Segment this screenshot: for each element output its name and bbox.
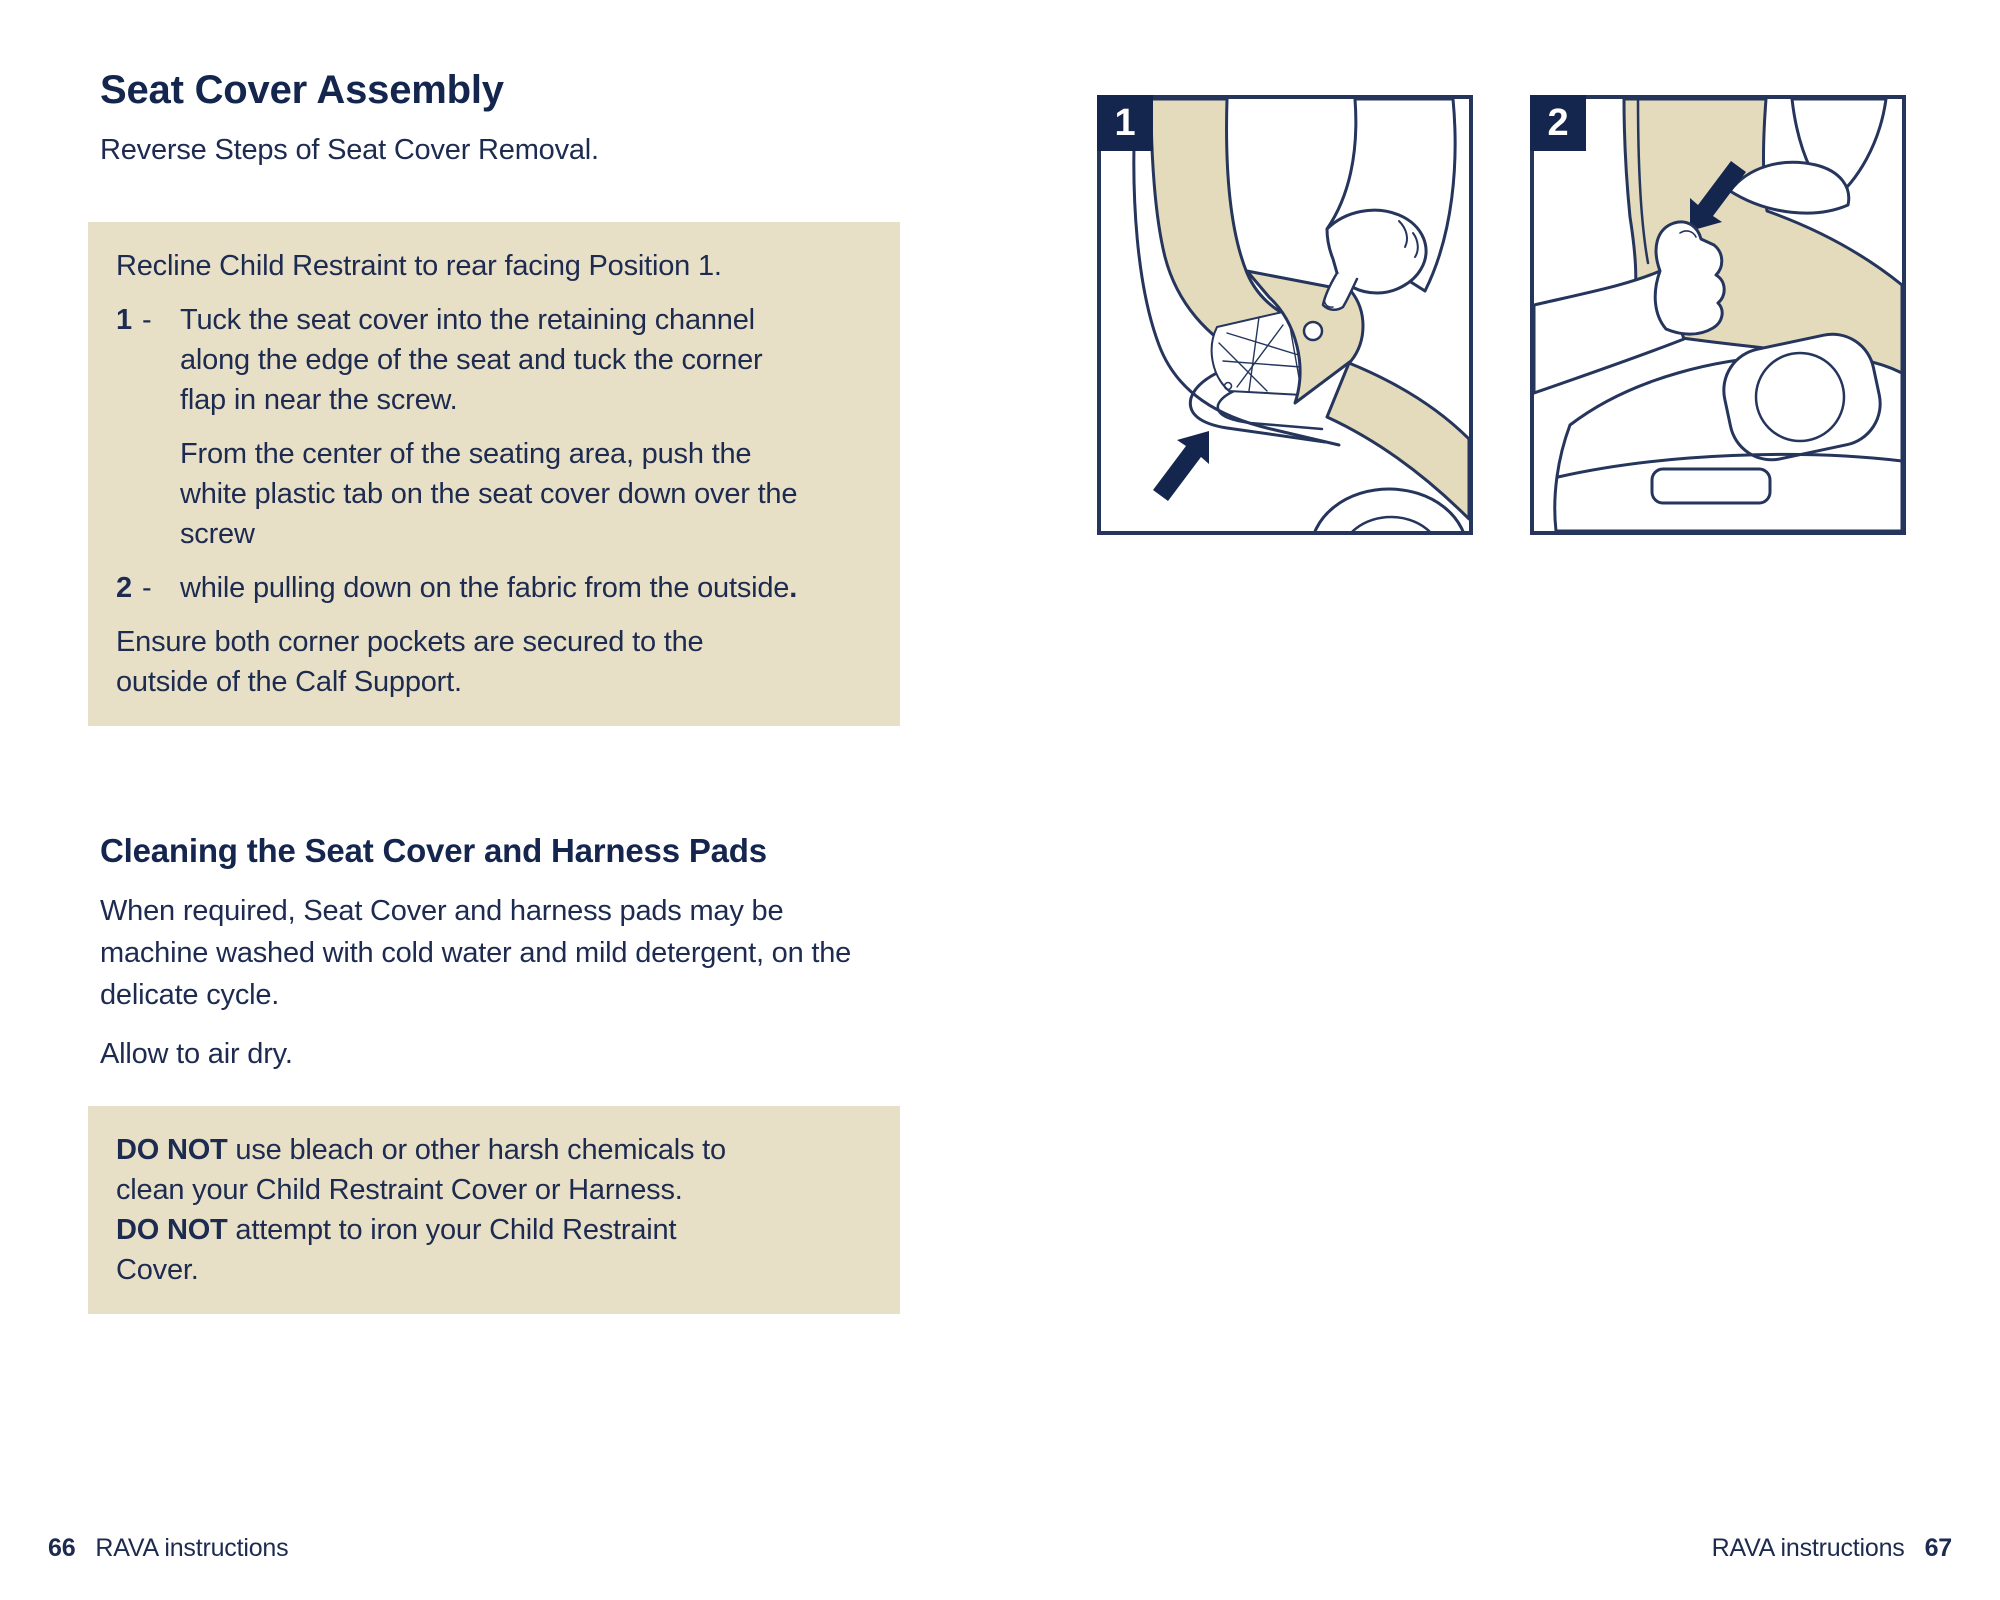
flap-snap-hole: [1304, 322, 1322, 340]
step-2-number: 2: [116, 572, 132, 604]
figure-1-illustration: [1101, 99, 1469, 531]
cleaning-paragraph: When required, Seat Cover and harness pads may be machine washed with cold water and mild detergent, on the delicate cycle.: [100, 895, 852, 1011]
step-1-continuation: From the center of the seating area, push the white plastic tab on the seat cover down over the screw: [180, 438, 798, 550]
figure-1-number-badge: 1: [1097, 95, 1153, 151]
step-item-1: [116, 300, 876, 420]
warning-panel: [88, 1106, 900, 1314]
footer-right: [1712, 1534, 1952, 1563]
section-title-seat-cover-assembly: Seat Cover Assembly: [100, 68, 504, 112]
step-1-dash: -: [141, 304, 152, 336]
recline-instruction: Recline Child Restraint to rear facing Position 1.: [116, 250, 722, 282]
footer-left: [48, 1534, 288, 1563]
step-2-dash: -: [141, 572, 152, 604]
do-not-2: DO NOT: [116, 1214, 228, 1246]
air-dry-paragraph: Allow to air dry.: [100, 1038, 293, 1070]
footer-left-label: RAVA instructions: [95, 1534, 289, 1562]
do-not-warning: DO NOT use bleach or other harsh chemicals to clean your Child Restraint Cover or Harness. DO NOT attempt to iron your Child Restraint Cover.: [116, 1134, 726, 1286]
figure-2-number-badge: 2: [1530, 95, 1586, 151]
tuck-arrow-icon: [1153, 431, 1209, 501]
assembly-instructions-panel: [88, 222, 900, 726]
assembly-intro-text: Reverse Steps of Seat Cover Removal.: [100, 134, 599, 166]
step-item-2: [116, 568, 876, 608]
page-number-left: 66: [48, 1534, 76, 1562]
figure-1: [1097, 95, 1473, 535]
corner-pockets-note: Ensure both corner pockets are secured to the outside of the Calf Support.: [116, 626, 704, 698]
page-number-right: 67: [1924, 1534, 1952, 1562]
do-not-1: DO NOT: [116, 1134, 228, 1166]
section-title-cleaning: Cleaning the Seat Cover and Harness Pads: [100, 832, 767, 869]
base-handle: [1652, 469, 1770, 503]
step-2-text: while pulling down on the fabric from the outside.: [180, 572, 798, 604]
figure-2: [1530, 95, 1906, 535]
figure-2-illustration: [1534, 99, 1902, 531]
step-1-text: Tuck the seat cover into the retaining channel along the edge of the seat and tuck the corner flap in near the screw.: [180, 304, 763, 416]
step-2-bold-period: .: [789, 572, 798, 604]
cupholder-inner: [1756, 353, 1844, 441]
step-2-marker: [116, 568, 180, 608]
step-1-marker: [116, 300, 180, 420]
step-1-number: 1: [116, 304, 132, 336]
footer-right-label: RAVA instructions: [1711, 1534, 1905, 1562]
